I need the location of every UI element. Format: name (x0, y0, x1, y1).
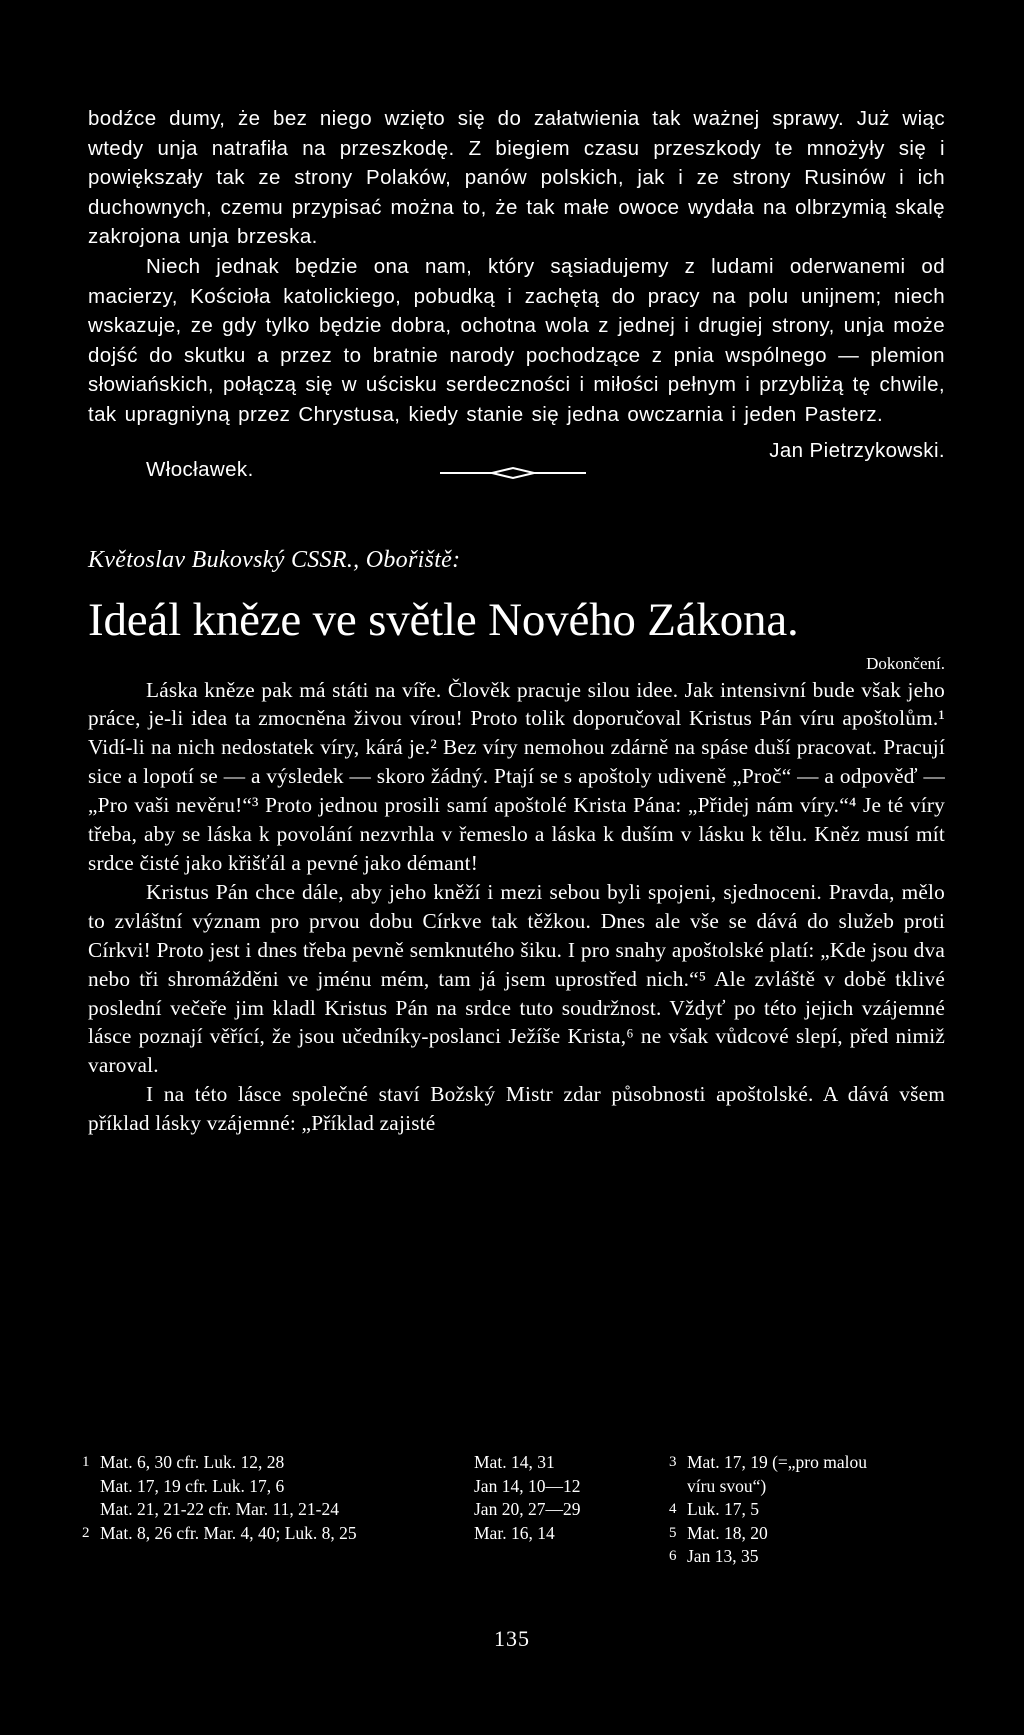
czech-paragraph-2-wrapper (88, 878, 945, 1080)
czech-paragraph-3-wrapper (88, 1080, 945, 1138)
footnote-mark: 5 (669, 1524, 677, 1541)
footnote-line (82, 1522, 357, 1546)
continuation-note: Dokončení. (866, 653, 945, 673)
footnote-text: Mat. 6, 30 cfr. Luk. 12, 28 (100, 1452, 285, 1472)
polish-paragraph-2: Niech jednak będzie ona nam, który sąsiadujemy z ludami oderwanemi od macierzy, Kościoła katolickiego, pobudką i zachętą do pracy na polu unijnem; niech wskazuje, ze gdy tylko będzie dobra, ochotna wola z jednej i drugiej strony, unja może dojść do skutku a przez to bratnie narody pochodzące z pnia wspólnego — plemion słowiańskich, połączą się w uścisku serdeczności i miłości pełnym i przybliżą tę chwile, tak upragniyną przez Chrystusa, kiedy stanie się jedna owczarnia i jeden Pasterz. (88, 254, 945, 426)
footnote-line (669, 1522, 867, 1546)
footnote-text: Mat. 8, 26 cfr. Mar. 4, 40; Luk. 8, 25 (100, 1522, 357, 1543)
footnote-line (669, 1451, 867, 1475)
footnote-line: Mar. 16, 14 (474, 1522, 555, 1543)
footnote-mark: 6 (669, 1548, 677, 1564)
footnote-line: Jan 14, 10—12 (474, 1475, 581, 1496)
czech-paragraph-1-wrapper (88, 676, 945, 878)
footnote-text: Jan 13, 35 (687, 1546, 759, 1566)
footnote-text: víru svou“) (687, 1475, 767, 1496)
footnote-line (669, 1475, 867, 1499)
footnote-text: Mat. 18, 20 (687, 1522, 768, 1543)
footnote-text: Mat. 21, 21-22 cfr. Mar. 11, 21-24 (100, 1499, 339, 1519)
footnote-mark: 4 (669, 1501, 677, 1517)
footnote-mark: 2 (82, 1524, 90, 1541)
footnote-line (82, 1475, 357, 1499)
footnote-text: Luk. 17, 5 (687, 1499, 759, 1519)
place-name: Włocławek. (146, 457, 254, 481)
footnote-text: Mat. 17, 19 (=„pro malou (687, 1452, 867, 1472)
footnote-line: Jan 20, 27—29 (474, 1499, 581, 1519)
czech-paragraph-1: Láska kněze pak má státi na víře. Člověk pracuje silou idee. Jak intensivní bude však jeho práce, je-li idea ta zmocněna živou vírou! Proto tolik doporučoval Kristus Pán víru apoštolům.¹ Vidí-li na nich nedostatek víry, kárá je.² Bez víry nemohou zdárně na spáse duší pracovat. Pracují sice a lopotí se — a výsledek — skoro žádný. Ptají se s apoštoly udiveně „Proč“ — a odpověď — „Pro vaši nevěru!“³ Proto jednou prosili samí apoštolé Krista Pána: „Přidej nám víry.“⁴ Je té víry třeba, aby se láska k povolání nezvrhla v řemeslo a láska k duším v lásku k tělu. Kněz musí mít srdce čisté jako křišťál a pevné jako démant! (88, 677, 945, 875)
page-number: 135 (494, 1626, 530, 1651)
footnote-line (669, 1545, 867, 1569)
footnote-line (669, 1498, 867, 1522)
czech-paragraph-3: I na této lásce společné staví Božský Mistr zdar působnosti apoštolské. A dává všem příklad lásky vzájemné: „Příklad zajisté (88, 1082, 945, 1136)
footnote-mark: 3 (669, 1454, 677, 1470)
author-signature: Jan Pietrzykowski. (769, 438, 945, 462)
footnotes-column-2 (474, 1451, 580, 1545)
footnote-mark: 1 (82, 1454, 90, 1470)
footnote-line: Mat. 14, 31 (474, 1452, 555, 1472)
footnotes-column-1 (82, 1451, 357, 1545)
polish-paragraph-2-wrapper (88, 252, 945, 430)
czech-paragraph-2: Kristus Pán chce dále, aby jeho kněží i mezi sebou byli spojeni, sjednoceni. Pravda, mělo to zvláštní význam pro prvou dobu Církve tak těžkou. Dnes ale vše se dává do služeb proti Církvi! Proto jest i dnes třeba pevně semknutého šiku. I pro snahy apoštolské platí: „Kde jsou dva nebo tři shromážděni ve jménu mém, tam já jsem uprostřed nich.“⁵ Ale zvláště v době tklivé poslední večeře jim kladl Kristus Pán na srdce tuto soudržnost. Vždyť po této jejich vzájemné lásce poznají věřící, že jsou učedníky-poslanci Ježíše Krista,⁶ ne však vůdcové slepí, před nimiž varoval. (88, 879, 945, 1078)
footnotes-column-3 (669, 1451, 867, 1569)
article-author: Květoslav Bukovský CSSR., Obořiště: (88, 546, 461, 573)
page-content (88, 104, 945, 1138)
footnote-line (82, 1451, 357, 1475)
divider-ornament (440, 466, 586, 480)
footnote-text: Mat. 17, 19 cfr. Luk. 17, 6 (100, 1475, 285, 1496)
polish-paragraph-1: bodźce dumy, że bez niego wzięto się do załatwienia tak ważnej sprawy. Już wiąc wtedy unja natrafiła na przeszkodę. Z biegiem czasu przeszkody te mnożyły się i powiększały tak ze strony Polaków, panów polskich, jak i ze strony Rusinów i ich duchownych, czemu przypisać można to, że tak małe owoce wydała na olbrzymią skalę zakrojona unja brzeska. (88, 107, 945, 249)
footnote-line (82, 1498, 357, 1522)
signature-row (88, 430, 945, 496)
article-title: Ideál kněze ve světle Nového Zákona. (88, 593, 799, 646)
